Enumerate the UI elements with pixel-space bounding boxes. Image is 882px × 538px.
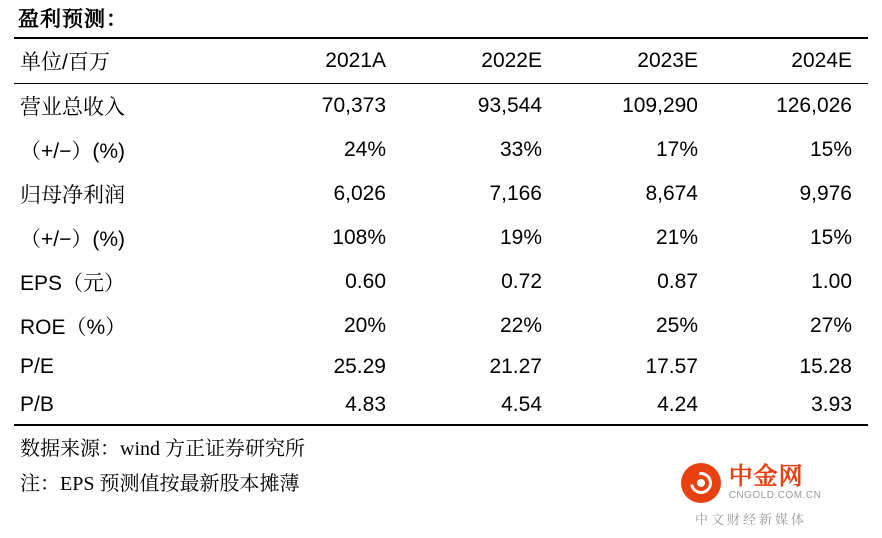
data-source-note: 数据来源：wind 方正证券研究所: [20, 438, 305, 461]
row-value: 70,373: [321, 94, 386, 118]
row-value: 33%: [499, 138, 542, 162]
row-value: 4.54: [402, 386, 558, 425]
row-value: 7,166: [489, 182, 542, 206]
table-row: [14, 84, 868, 129]
row-value: 21%: [655, 226, 698, 250]
row-value: 8,674: [645, 182, 698, 206]
row-label: ROE（%）: [20, 316, 127, 340]
row-value: 15%: [809, 226, 852, 250]
spiral-logo-icon: [681, 463, 721, 503]
watermark-url: CNGOLD.COM.CN: [728, 490, 822, 502]
watermark-brand: [681, 463, 822, 503]
row-value: 4.24: [558, 386, 714, 425]
earnings-forecast-table: [14, 37, 868, 426]
row-label: P/B: [14, 386, 246, 425]
row-value: 9,976: [799, 182, 852, 206]
row-value: 15%: [809, 138, 852, 162]
row-value: 17.57: [645, 355, 698, 379]
row-value: 22%: [499, 314, 542, 338]
table-row: [14, 348, 868, 386]
row-label: （+/−）(%): [20, 228, 126, 252]
row-value: 20%: [343, 314, 386, 338]
table-row: [14, 216, 868, 260]
column-header-2023e: 2023E: [637, 49, 698, 73]
row-value: 25.29: [333, 355, 386, 379]
row-label: （+/−）(%): [20, 140, 126, 164]
row-value: 126,026: [776, 94, 852, 118]
row-value: 25%: [655, 314, 698, 338]
row-value: 6,026: [333, 182, 386, 206]
row-value: 21.27: [489, 355, 542, 379]
row-value: 17%: [655, 138, 698, 162]
row-value: 27%: [809, 314, 852, 338]
row-value: 0.87: [657, 270, 698, 294]
row-value: 109,290: [622, 94, 698, 118]
row-value: 1.00: [811, 270, 852, 294]
column-header-unit: 单位/百万: [20, 51, 110, 75]
watermark-subtitle: 中文财经新媒体: [694, 512, 807, 527]
row-value: 24%: [343, 138, 386, 162]
column-header-2021a: 2021A: [325, 49, 386, 73]
row-label: 营业总收入: [20, 96, 125, 120]
page-title: 盈利预测：: [18, 8, 128, 31]
column-header-2022e: 2022E: [481, 49, 542, 73]
watermark: [636, 463, 866, 528]
watermark-name: 中金网: [728, 462, 804, 490]
row-value: 0.72: [501, 270, 542, 294]
row-value: 0.60: [345, 270, 386, 294]
table-row: [14, 172, 868, 216]
row-value: 108%: [332, 226, 386, 250]
row-value: 19%: [499, 226, 542, 250]
table-row: [14, 128, 868, 172]
row-value: 15.28: [799, 355, 852, 379]
eps-remark-note: 注：EPS 预测值按最新股本摊薄: [20, 473, 300, 496]
row-label: EPS（元）: [20, 272, 126, 296]
column-header-2024e: 2024E: [791, 49, 852, 73]
table-row: [14, 260, 868, 304]
table-row: [14, 386, 868, 425]
row-label: P/E: [20, 355, 54, 379]
table-row: [14, 304, 868, 348]
row-label: 归母净利润: [20, 184, 125, 208]
row-value: 93,544: [477, 94, 542, 118]
row-value: 4.83: [246, 386, 402, 425]
table-header-row: [14, 38, 868, 84]
watermark-text: [729, 464, 822, 502]
row-value: 3.93: [714, 386, 868, 425]
